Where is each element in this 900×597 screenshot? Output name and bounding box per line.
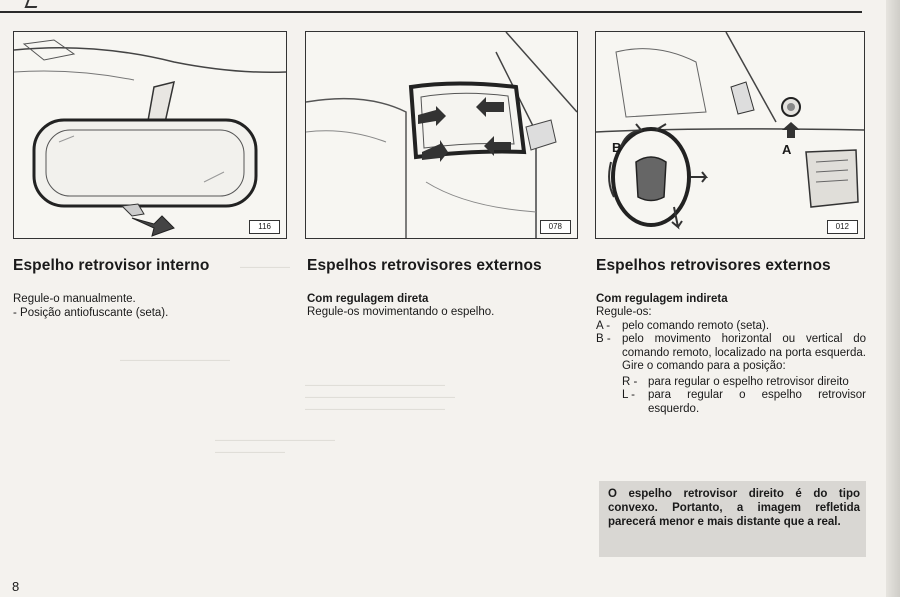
bleed-through: ———————————— ——————— (215, 435, 335, 458)
text-line: - Posição antiofuscante (seta). (13, 306, 169, 319)
item-text: pelo comando remoto (seta). (622, 319, 770, 332)
bleed-through: —————————————— ——————————————— —————————————— (305, 380, 455, 415)
figure-number: 116 (249, 220, 280, 234)
section-exterior-indirect (596, 257, 866, 416)
page-number: 8 (12, 579, 20, 594)
top-rule (0, 11, 862, 13)
warning-note-box (599, 481, 866, 557)
item-key: L - (622, 389, 635, 401)
bleed-through: ————— (240, 262, 290, 273)
figure-interior-mirror (13, 31, 287, 239)
list-item (596, 333, 866, 416)
figure-number: 078 (540, 220, 571, 234)
page-edge-shadow (886, 0, 900, 597)
item-key: B - (596, 333, 611, 345)
text-line: Regule-os: (596, 306, 652, 318)
item-text: pelo movimento horizontal ou vertical do comando remoto, localizado na porta esquerda. Gire o comando para a posição: (622, 333, 866, 372)
sub-list-item (622, 376, 866, 390)
bleed-through: ——————————— (120, 355, 230, 366)
instruction-list (596, 320, 866, 417)
figure-number: 012 (827, 220, 858, 234)
figure-exterior-mirror-indirect (595, 31, 865, 239)
section-subheading: Com regulagem direta (307, 293, 429, 305)
section-heading: Espelho retrovisor interno (13, 257, 210, 274)
figure-exterior-mirror-direct (305, 31, 578, 239)
item-text: para regular o espelho retrovisor direito (648, 375, 849, 388)
section-heading: Espelhos retrovisores externos (307, 257, 542, 274)
label-b: B (612, 140, 622, 155)
item-key: R - (622, 375, 638, 388)
item-key: A - (596, 319, 611, 332)
item-text: para regular o espelho retrovisor esquerdo. (648, 389, 866, 415)
section-exterior-direct (307, 257, 579, 320)
section-interior-mirror (13, 257, 288, 320)
text-line: Regule-o manualmente. (13, 293, 136, 305)
header-mark (25, 0, 40, 8)
section-subheading: Com regulagem indireta (596, 293, 728, 305)
label-a: A (782, 142, 792, 157)
exterior-mirror-indirect-illustration (596, 32, 864, 238)
list-item (596, 320, 866, 334)
text-line: Regule-os movimentando o espelho. (307, 306, 495, 318)
exterior-mirror-direct-illustration (306, 32, 577, 238)
interior-mirror-illustration (14, 32, 286, 238)
item-text-block (622, 333, 866, 416)
warning-note-text: O espelho retrovisor direito é do tipo convexo. Portanto, a imagem refletida parecerá menor e mais distante que a real. (608, 488, 860, 528)
section-heading: Espelhos retrovisores externos (596, 257, 831, 274)
sub-list-item (622, 389, 866, 416)
sub-list (622, 376, 866, 417)
